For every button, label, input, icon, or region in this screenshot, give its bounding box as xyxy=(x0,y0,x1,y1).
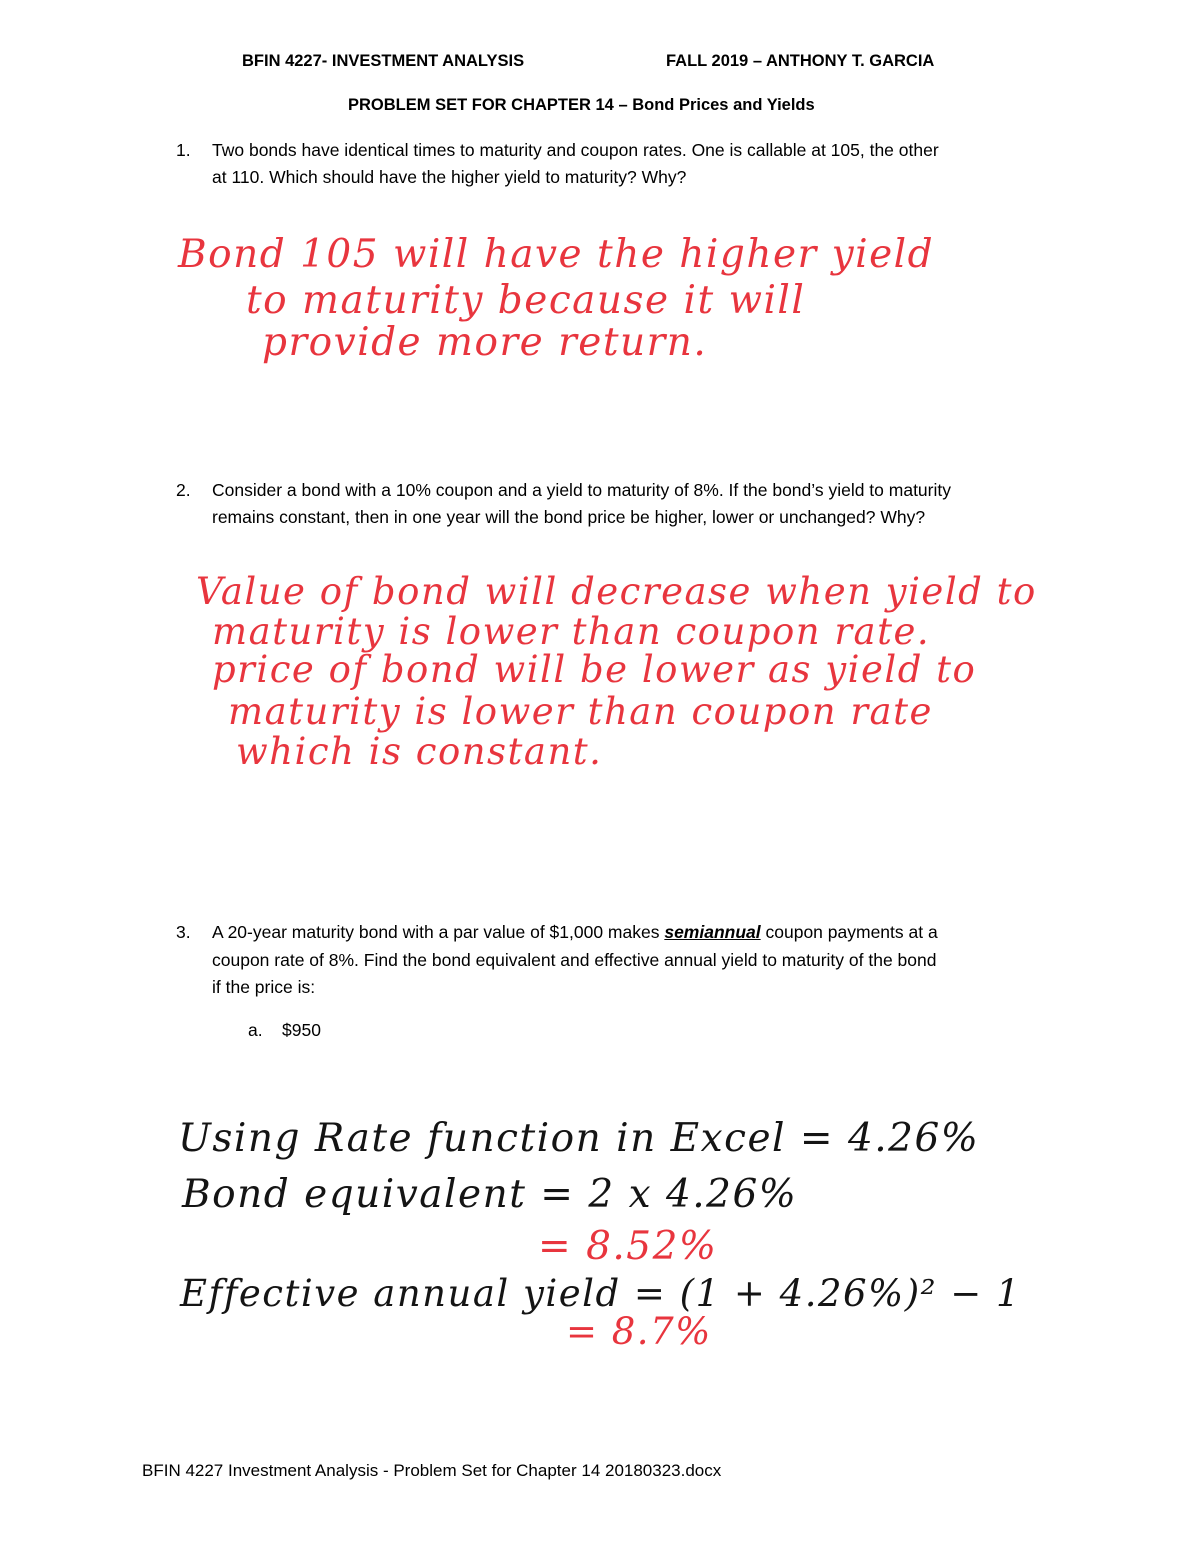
question-text-line: Two bonds have identical times to maturity and coupon rates. One is callable at 105, the other xyxy=(212,140,939,160)
question-text-line: Consider a bond with a 10% coupon and a yield to maturity of 8%. If the bond’s yield to maturity xyxy=(212,480,951,500)
question-text-line xyxy=(212,918,938,946)
handwritten-line: which is constant. xyxy=(236,730,603,773)
page-title: PROBLEM SET FOR CHAPTER 14 – Bond Prices and Yields xyxy=(348,96,815,114)
handwritten-line: to maturity because it will xyxy=(246,278,806,323)
question-text-line: at 110. Which should have the higher yield to maturity? Why? xyxy=(212,167,687,187)
course-title: BFIN 4227- INVESTMENT ANALYSIS xyxy=(242,52,525,70)
handwritten-result: = 8.52% xyxy=(538,1224,718,1269)
handwritten-line: price of bond will be lower as yield to xyxy=(212,648,977,691)
handwritten-line: Effective annual yield = (1 + 4.26%)² − 1 xyxy=(180,1272,1022,1315)
handwritten-line: Bond 105 will have the higher yield xyxy=(178,232,935,277)
document-footer: BFIN 4227 Investment Analysis - Problem Set for Chapter 14 20180323.docx xyxy=(142,1461,722,1480)
handwritten-line: Bond equivalent = 2 x 4.26% xyxy=(182,1172,798,1217)
question-number: 3. xyxy=(176,922,191,942)
emphasized-term: semiannual xyxy=(664,922,761,942)
handwritten-line: provide more return. xyxy=(262,320,708,365)
handwritten-line: maturity is lower than coupon rate. xyxy=(212,610,931,653)
handwritten-line: Value of bond will decrease when yield to xyxy=(196,570,1037,613)
handwritten-line: maturity is lower than coupon rate xyxy=(228,690,933,733)
question-text-segment: coupon payments at a xyxy=(760,922,938,942)
handwritten-result: = 8.7% xyxy=(566,1310,712,1353)
sub-question-letter: a. xyxy=(248,1020,263,1040)
question-text-line: remains constant, then in one year will the bond price be higher, lower or unchanged? Why? xyxy=(212,507,926,527)
sub-question-text: $950 xyxy=(282,1020,321,1040)
question-number: 1. xyxy=(176,140,191,160)
question-text-line: coupon rate of 8%. Find the bond equivalent and effective annual yield to maturity of the bond xyxy=(212,950,937,970)
term-instructor: FALL 2019 – ANTHONY T. GARCIA xyxy=(666,52,935,70)
question-number: 2. xyxy=(176,480,191,500)
question-text-line: if the price is: xyxy=(212,977,316,997)
handwritten-line: Using Rate function in Excel = 4.26% xyxy=(178,1116,980,1161)
question-text-segment: A 20-year maturity bond with a par value of $1,000 makes xyxy=(212,922,665,942)
